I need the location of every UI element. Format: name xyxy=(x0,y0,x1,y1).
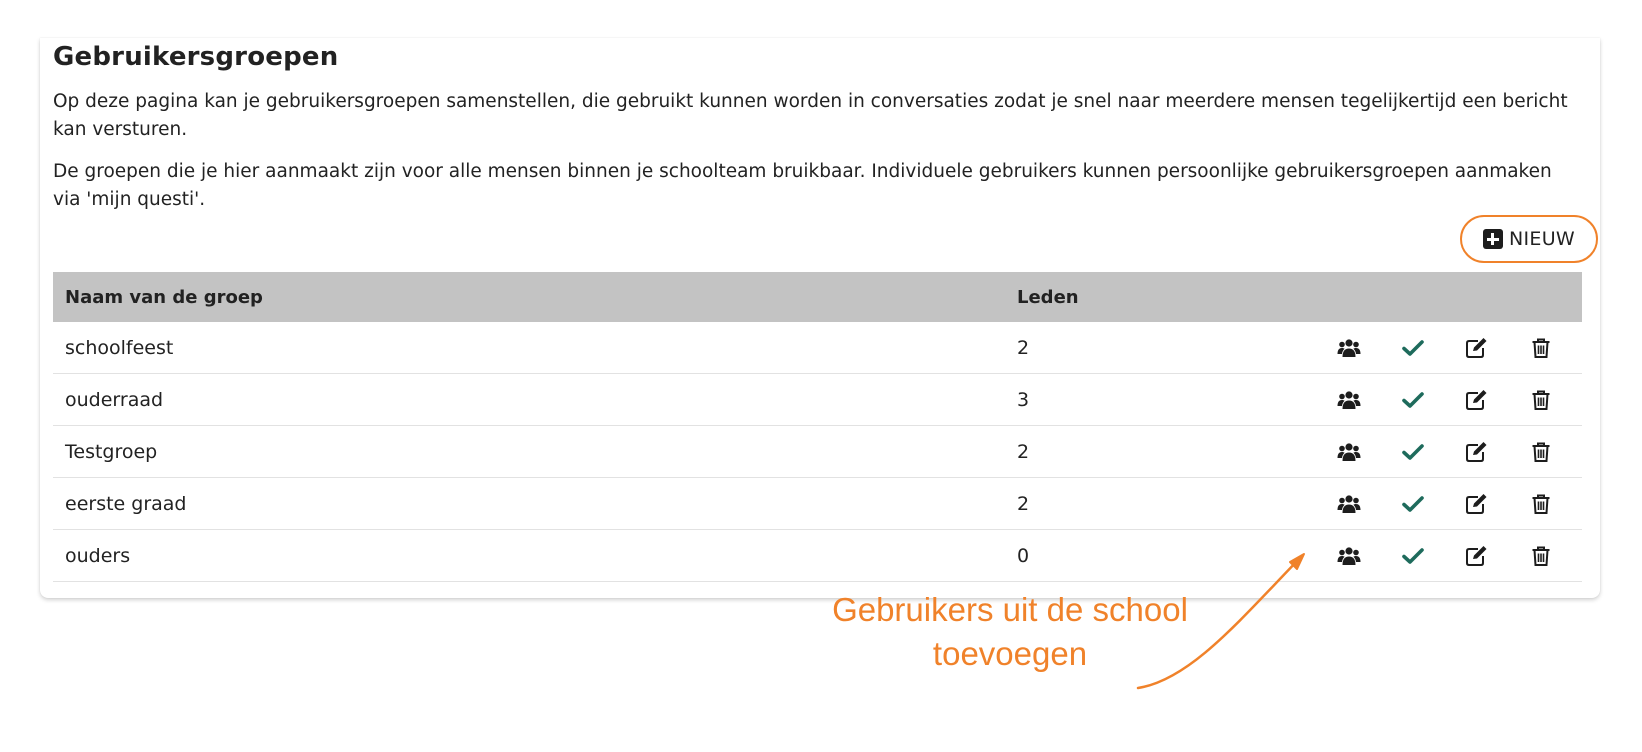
activate-button[interactable] xyxy=(1381,385,1445,415)
activate-button[interactable] xyxy=(1381,489,1445,519)
delete-button[interactable] xyxy=(1509,541,1573,571)
column-header-name: Naam van de groep xyxy=(65,286,263,308)
new-group-label: NIEUW xyxy=(1508,228,1575,250)
column-header-members: Leden xyxy=(1017,286,1079,308)
trash-icon xyxy=(1531,441,1551,463)
edit-icon xyxy=(1465,389,1489,411)
page-title: Gebruikersgroepen xyxy=(53,42,339,72)
intro-paragraph-1: Op deze pagina kan je gebruikersgroepen samenstellen, die gebruikt kunnen worden in conversaties zodat je snel naar meerdere mensen tegelijkertijd een bericht kan versturen. xyxy=(53,91,1568,140)
members-button[interactable] xyxy=(1317,541,1381,571)
trash-icon xyxy=(1531,493,1551,515)
group-member-count: 3 xyxy=(1017,388,1030,411)
table-row xyxy=(53,530,1582,582)
group-name: Testgroep xyxy=(65,440,158,463)
edit-button[interactable] xyxy=(1445,385,1509,415)
users-icon xyxy=(1337,390,1361,410)
plus-square-icon xyxy=(1483,229,1503,249)
groups-table xyxy=(53,272,1582,582)
edit-icon xyxy=(1465,441,1489,463)
activate-button[interactable] xyxy=(1381,437,1445,467)
group-member-count: 2 xyxy=(1017,336,1030,359)
intro-paragraph-2: De groepen die je hier aanmaakt zijn voor alle mensen binnen je schoolteam bruikbaar. Individuele gebruikers kunnen persoonlijke gebruikersgroepen aanmaken via 'mijn questi'. xyxy=(53,161,1552,210)
edit-button[interactable] xyxy=(1445,541,1509,571)
group-name: ouderraad xyxy=(65,388,164,411)
users-icon xyxy=(1337,494,1361,514)
delete-button[interactable] xyxy=(1509,333,1573,363)
activate-button[interactable] xyxy=(1381,541,1445,571)
delete-button[interactable] xyxy=(1509,489,1573,519)
new-group-button[interactable] xyxy=(1460,215,1598,263)
group-member-count: 2 xyxy=(1017,492,1030,515)
group-name: schoolfeest xyxy=(65,336,174,359)
check-icon xyxy=(1402,547,1424,565)
trash-icon xyxy=(1531,337,1551,359)
annotation-text: Gebruikers uit de school toevoegen xyxy=(832,591,1188,672)
row-actions xyxy=(1317,489,1573,519)
table-row xyxy=(53,426,1582,478)
check-icon xyxy=(1402,495,1424,513)
row-actions xyxy=(1317,437,1573,467)
edit-icon xyxy=(1465,545,1489,567)
check-icon xyxy=(1402,443,1424,461)
row-actions xyxy=(1317,541,1573,571)
trash-icon xyxy=(1531,545,1551,567)
members-button[interactable] xyxy=(1317,385,1381,415)
delete-button[interactable] xyxy=(1509,385,1573,415)
row-actions xyxy=(1317,385,1573,415)
row-actions xyxy=(1317,333,1573,363)
group-name: ouders xyxy=(65,544,131,567)
check-icon xyxy=(1402,339,1424,357)
members-button[interactable] xyxy=(1317,333,1381,363)
activate-button[interactable] xyxy=(1381,333,1445,363)
users-icon xyxy=(1337,338,1361,358)
trash-icon xyxy=(1531,389,1551,411)
group-member-count: 0 xyxy=(1017,544,1030,567)
delete-button[interactable] xyxy=(1509,437,1573,467)
table-row xyxy=(53,478,1582,530)
check-icon xyxy=(1402,391,1424,409)
group-name: eerste graad xyxy=(65,492,187,515)
users-icon xyxy=(1337,546,1361,566)
edit-button[interactable] xyxy=(1445,437,1509,467)
edit-button[interactable] xyxy=(1445,333,1509,363)
edit-icon xyxy=(1465,337,1489,359)
table-row xyxy=(53,374,1582,426)
group-member-count: 2 xyxy=(1017,440,1030,463)
edit-icon xyxy=(1465,493,1489,515)
members-button[interactable] xyxy=(1317,437,1381,467)
table-row xyxy=(53,322,1582,374)
edit-button[interactable] xyxy=(1445,489,1509,519)
users-icon xyxy=(1337,442,1361,462)
members-button[interactable] xyxy=(1317,489,1381,519)
table-header xyxy=(53,272,1582,322)
